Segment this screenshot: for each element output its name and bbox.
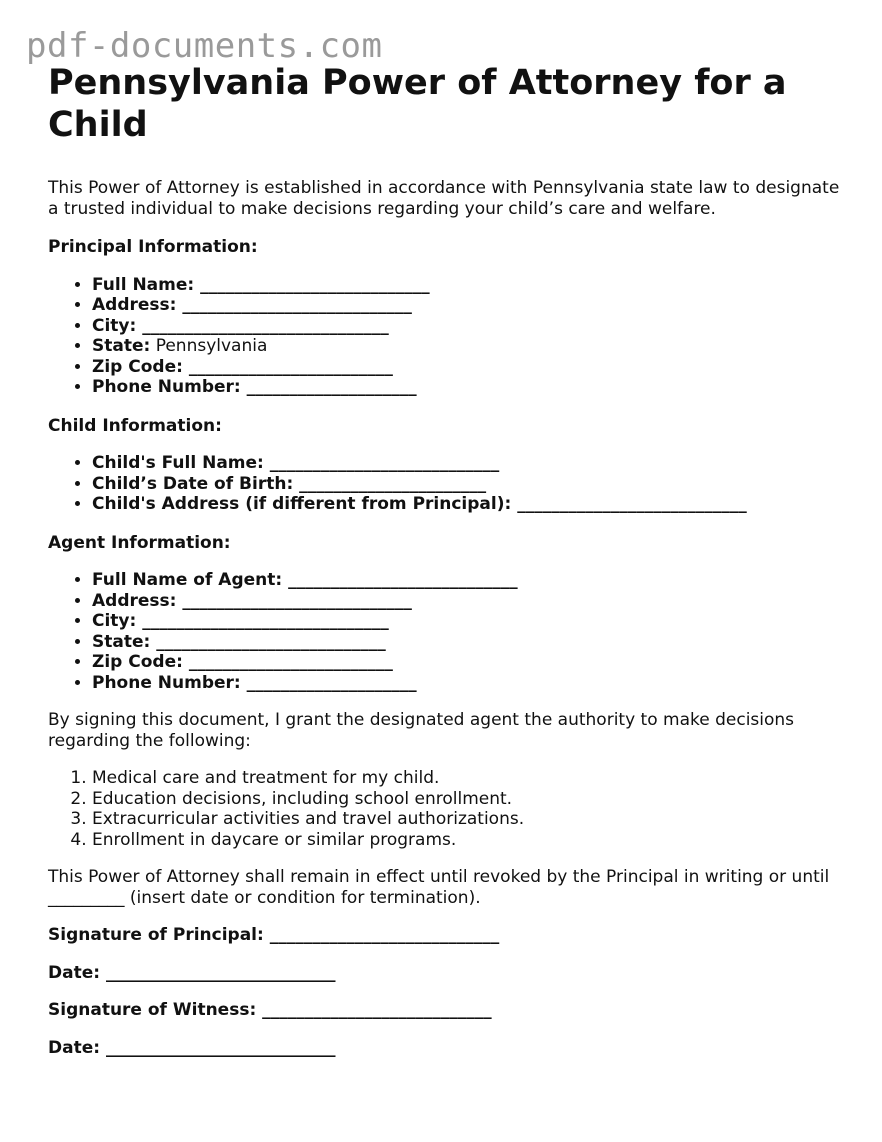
authority-intro: By signing this document, I grant the designated agent the authority to make decisions regarding the following: — [48, 710, 795, 751]
field-value: ___________________________ — [194, 274, 430, 295]
field-label: Signature of Witness: — [48, 1000, 257, 1020]
field-label: Zip Code: — [92, 652, 183, 672]
field-label: Address: — [92, 295, 177, 315]
list-item: 4. Enrollment in daycare or similar programs. — [92, 830, 848, 851]
document-body — [48, 62, 848, 1058]
list-item — [92, 377, 848, 398]
field-label: Full Name of Agent: — [92, 570, 283, 590]
list-item — [92, 652, 848, 673]
field-label: Address: — [92, 590, 177, 611]
list-item: 1. Medical care and treatment for my child. — [92, 768, 848, 789]
field-value: ________________________ — [182, 356, 393, 377]
child-heading: Child Information: — [48, 415, 222, 436]
field-value: ________________________ — [182, 652, 393, 672]
agent-heading: Agent Information: — [48, 532, 231, 553]
field-value: ___________________________ — [100, 962, 336, 983]
field-label: Child's Full Name: — [92, 453, 264, 473]
field-label: Phone Number: — [92, 672, 241, 693]
intro-paragraph: This Power of Attorney is established in accordance with Pennsylvania state law to designate a trusted individual to make decisions regarding your child’s care and welfare. — [48, 178, 840, 219]
list-item — [92, 295, 848, 316]
list-item — [92, 611, 848, 632]
principal-heading: Principal Information: — [48, 237, 258, 257]
field-value: ___________________________ — [150, 631, 386, 652]
field-value: ___________________________ — [263, 925, 500, 945]
field-label: Phone Number: — [92, 377, 241, 397]
witness-signature-line — [48, 1000, 848, 1021]
field-label: Date: — [48, 1037, 101, 1058]
field-label: City: — [92, 315, 137, 336]
list-item — [92, 336, 848, 357]
field-value: ___________________________ — [176, 295, 412, 315]
field-value: _____________________________ — [136, 315, 389, 336]
field-label: Signature of Principal: — [48, 925, 264, 945]
list-item: 3. Extracurricular activities and travel authorizations. — [92, 809, 848, 830]
field-value: ____________________ — [240, 672, 417, 693]
document-title: Pennsylvania Power of Attorney for a Child — [48, 63, 787, 145]
principal-date-line — [48, 963, 848, 984]
field-value: ____________________ — [240, 377, 417, 397]
list-item — [92, 316, 848, 337]
child-list — [48, 453, 848, 515]
principal-list — [48, 275, 848, 398]
field-value: ___________________________ — [100, 1037, 336, 1058]
witness-date-line — [48, 1038, 848, 1059]
field-label: State: — [92, 336, 151, 356]
field-value: ___________________________ — [282, 570, 518, 590]
field-value: Pennsylvania — [150, 336, 268, 356]
list-item — [92, 275, 848, 296]
field-label: Full Name: — [92, 274, 195, 295]
field-label: Child's Address (if different from Principal): — [92, 494, 512, 514]
list-item — [92, 474, 848, 495]
field-label: Date: — [48, 962, 101, 983]
field-value: ______________________ — [293, 473, 487, 494]
authority-list — [48, 768, 848, 850]
list-item — [92, 570, 848, 591]
list-item: 2. Education decisions, including school enrollment. — [92, 789, 848, 810]
principal-signature-line — [48, 925, 848, 946]
list-item — [92, 494, 848, 515]
agent-list — [48, 570, 848, 693]
list-item — [92, 453, 848, 474]
field-label: State: — [92, 631, 151, 652]
watermark: pdf-documents.com — [26, 26, 383, 66]
termination-paragraph: This Power of Attorney shall remain in effect until revoked by the Principal in writing or until _________ (insert date or condition for termination). — [48, 867, 830, 908]
field-value: _____________________________ — [136, 611, 389, 631]
list-item — [92, 673, 848, 694]
list-item — [92, 357, 848, 378]
list-item — [92, 632, 848, 653]
list-item — [92, 591, 848, 612]
field-label: City: — [92, 611, 137, 631]
field-label: Zip Code: — [92, 356, 183, 377]
field-value: ___________________________ — [256, 1000, 492, 1020]
field-value: ___________________________ — [263, 453, 500, 473]
field-value: ___________________________ — [176, 590, 412, 611]
field-value: ___________________________ — [511, 494, 747, 514]
field-label: Child’s Date of Birth: — [92, 473, 294, 494]
